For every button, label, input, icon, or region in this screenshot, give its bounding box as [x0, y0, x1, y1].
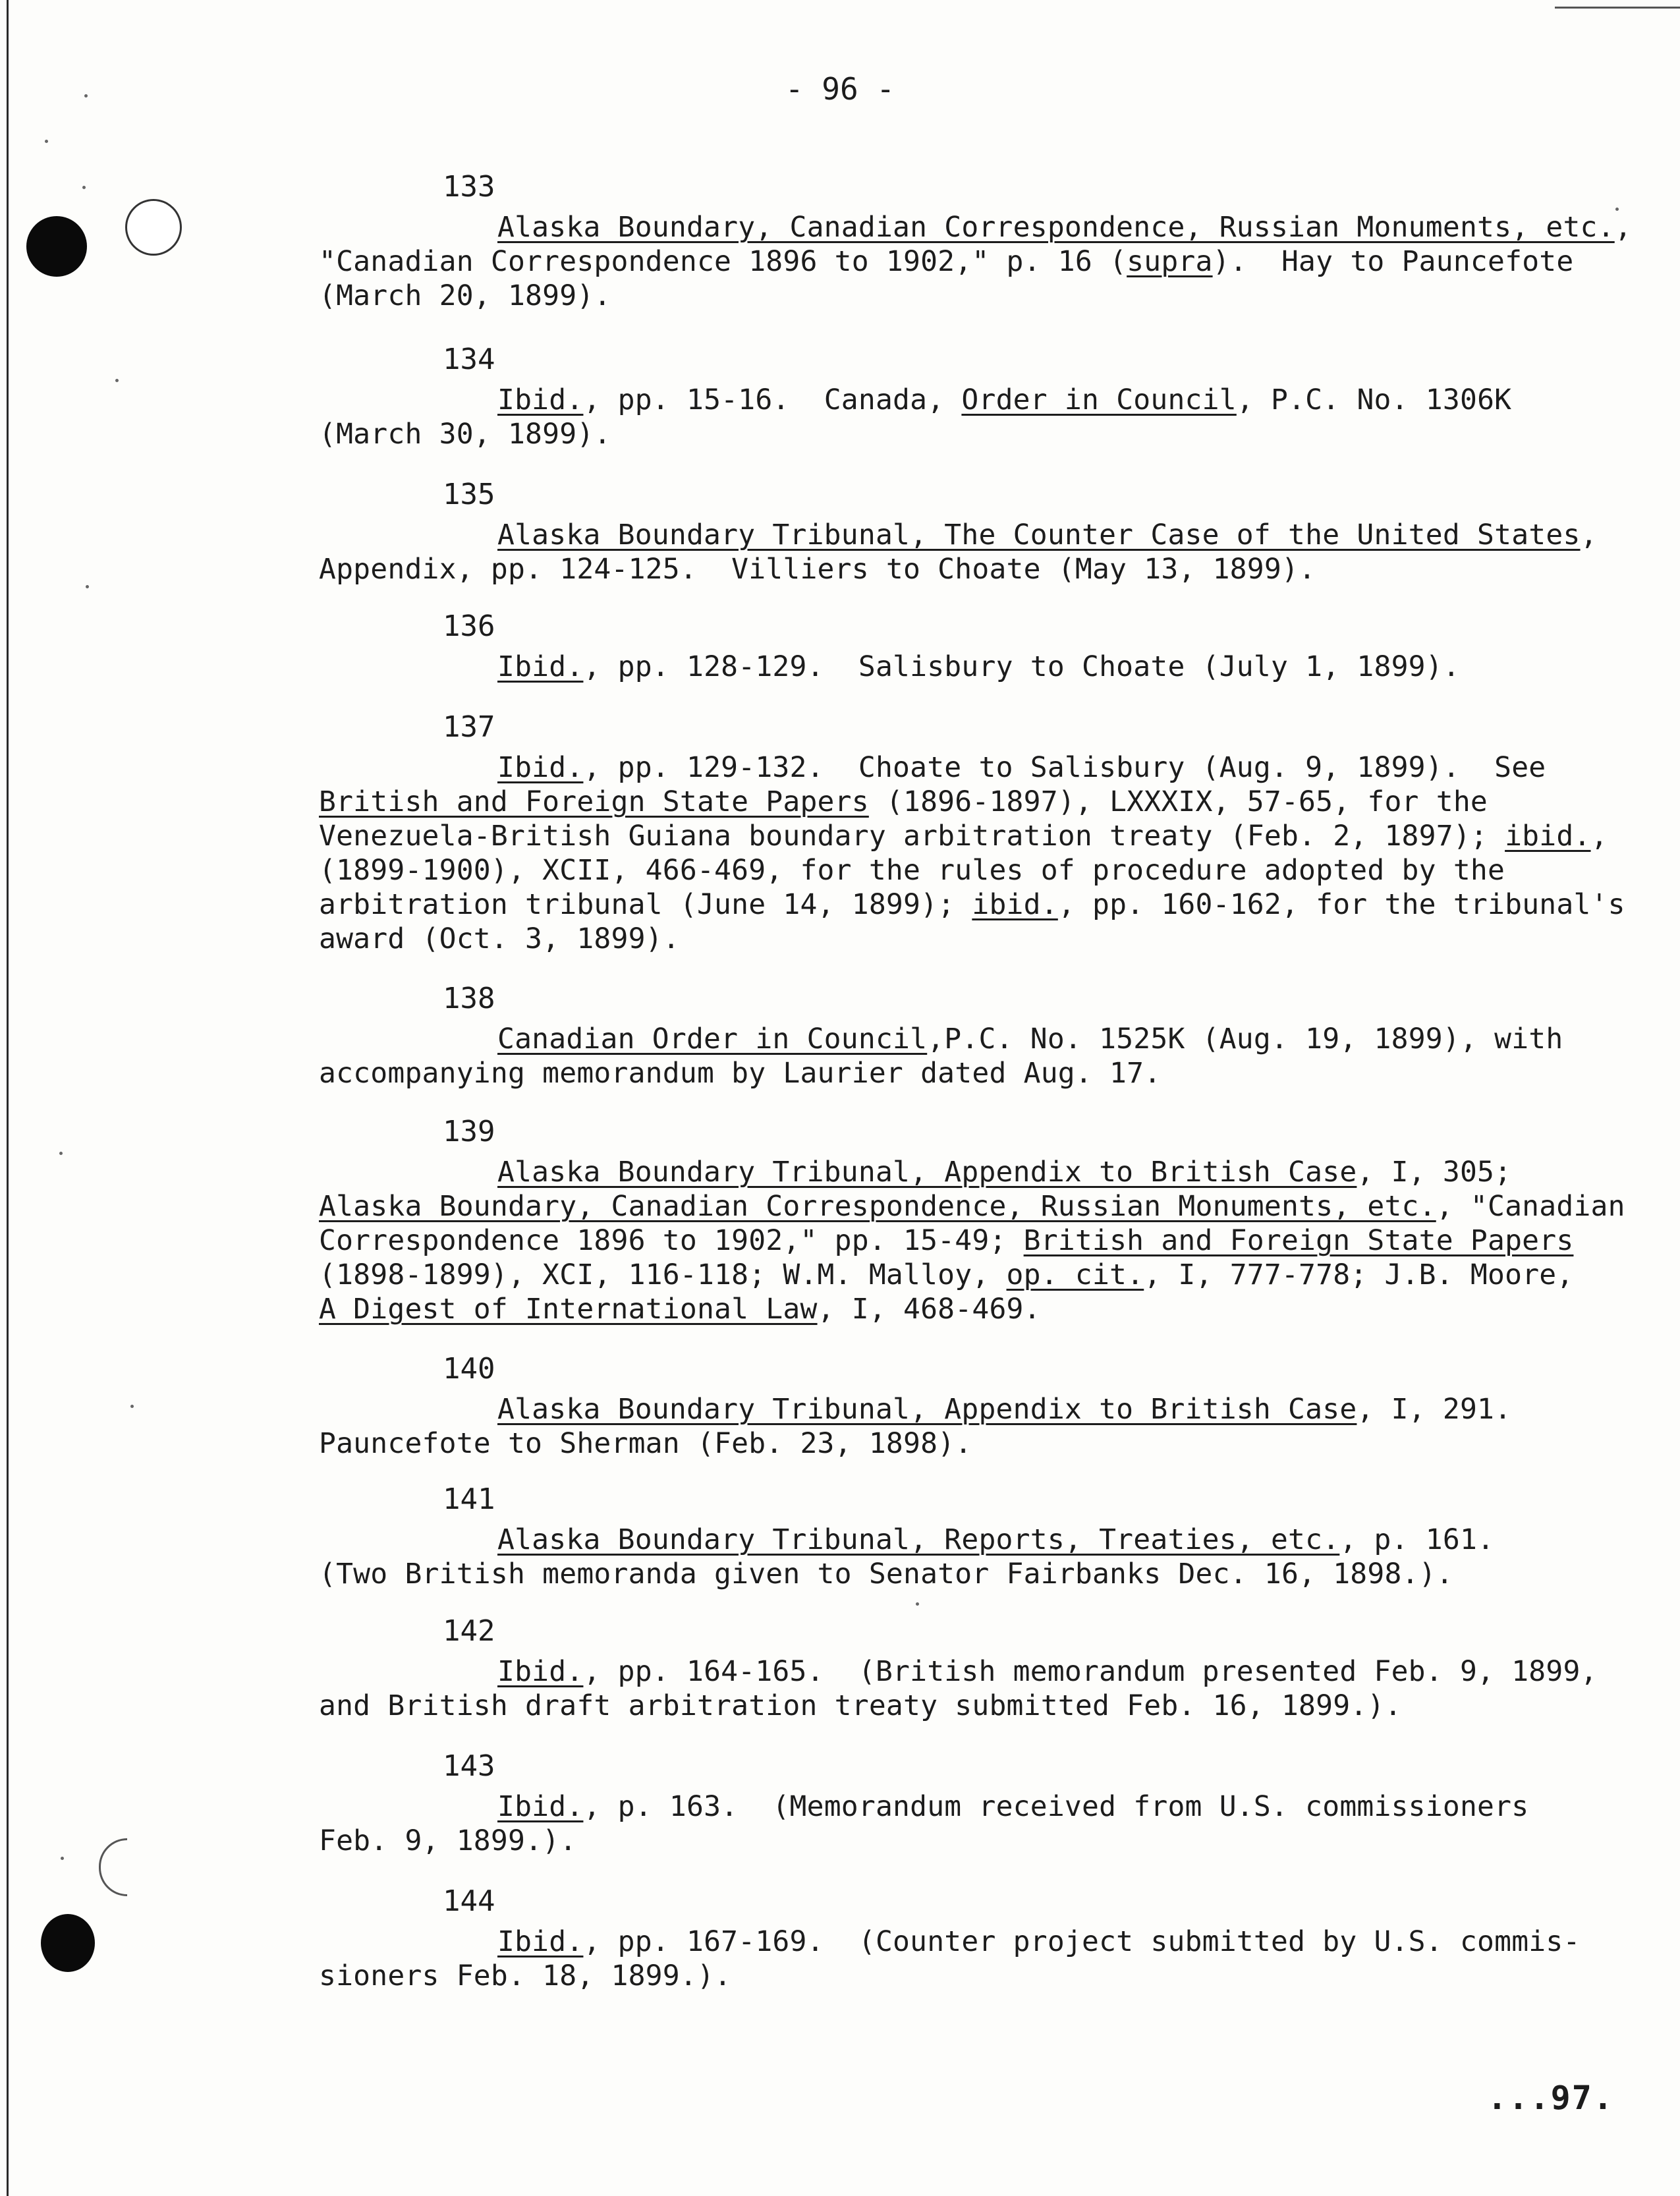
footnote-text: sioners Feb. 18, 1899.).: [319, 1959, 732, 1992]
footnote-number: 143: [443, 1749, 495, 1783]
footnote-number: 134: [443, 343, 495, 376]
underlined-citation: Canadian Order in Council: [497, 1023, 928, 1056]
footnote-text: (1898-1899), XCI, 116-118; W.M. Malloy,: [319, 1258, 1007, 1291]
continued-marker: ...97.: [1487, 2079, 1614, 2117]
footnote-line: [319, 245, 1573, 278]
footnote-line: [319, 1057, 1161, 1090]
speck: [82, 186, 86, 189]
footnote-text: , pp. 128-129. Salisbury to Choate (July 1, 1899).: [583, 650, 1460, 683]
footnote-text: , pp. 160-162, for the tribunal's: [1057, 888, 1625, 921]
top-right-rule: [1555, 7, 1680, 9]
underlined-citation: British and Foreign State Papers: [319, 785, 869, 818]
footnote-text: (Two British memoranda given to Senator Fairbanks Dec. 16, 1898.).: [319, 1558, 1453, 1591]
underlined-citation: A Digest of International Law: [319, 1293, 818, 1326]
footnote-line: [497, 211, 1632, 244]
footnote-line: [497, 1156, 1511, 1189]
footnote-number: 137: [443, 710, 495, 744]
footnote-text: (March 30, 1899).: [319, 418, 611, 451]
speck: [115, 379, 119, 382]
footnote-line: [319, 418, 611, 451]
footnote-line: [319, 1190, 1625, 1223]
footnote-line: [497, 1790, 1528, 1823]
footnote-text: , p. 161.: [1339, 1523, 1495, 1556]
footnote-line: [319, 1224, 1573, 1257]
footnote-text: Appendix, pp. 124-125. Villiers to Choate (May 13, 1899).: [319, 553, 1316, 586]
footnote-text: , pp. 164-165. (British memorandum presented Feb. 9, 1899,: [583, 1655, 1598, 1688]
footnote-line: [319, 279, 611, 312]
footnote-text: arbitration tribunal (June 14, 1899);: [319, 888, 972, 921]
footnote-line: [319, 1959, 731, 1992]
footnote-text: , "Canadian: [1436, 1190, 1625, 1223]
footnote-text: Correspondence 1896 to 1902," pp. 15-49;: [319, 1224, 1024, 1257]
underlined-citation: British and Foreign State Papers: [1023, 1224, 1574, 1257]
speck: [130, 1405, 134, 1408]
speck: [45, 140, 48, 143]
footnote-text: ,: [1590, 820, 1608, 853]
footnote-number: 138: [443, 982, 495, 1015]
footnote-text: , p. 163. (Memorandum received from U.S. commissioners: [583, 1790, 1529, 1823]
underlined-citation: supra: [1127, 245, 1213, 278]
footnote-line: [319, 785, 1488, 818]
footnote-number: 144: [443, 1884, 495, 1918]
footnote-line: [497, 650, 1460, 683]
underlined-citation: Ibid.: [497, 383, 584, 416]
speck: [86, 585, 89, 588]
binder-hole-outline: [125, 199, 182, 256]
footnote-line: [497, 751, 1546, 784]
footnote-line: [497, 1023, 1563, 1056]
footnote-line: [497, 1655, 1598, 1688]
footnote-line: [319, 1427, 972, 1460]
footnote-number: 141: [443, 1482, 495, 1516]
underlined-citation: Alaska Boundary Tribunal, Appendix to British Case: [497, 1393, 1357, 1426]
underlined-citation: Ibid.: [497, 1655, 584, 1688]
footnote-line: [319, 1558, 1453, 1591]
footnote-text: award (Oct. 3, 1899).: [319, 922, 680, 955]
footnote-number: 142: [443, 1614, 495, 1648]
underlined-citation: Ibid.: [497, 751, 584, 784]
footnote-line: [319, 922, 680, 955]
footnote-text: (1899-1900), XCII, 466-469, for the rules of procedure adopted by the: [319, 854, 1505, 887]
binder-hole-filled-bottom: [41, 1914, 95, 1972]
footnote-text: (1896-1897), LXXXIX, 57-65, for the: [868, 785, 1488, 818]
footnote-text: , I, 305;: [1357, 1156, 1512, 1189]
underlined-citation: ibid.: [972, 888, 1058, 921]
footnote-text: (March 20, 1899).: [319, 279, 611, 312]
footnote-text: , I, 468-469.: [817, 1293, 1041, 1326]
underlined-citation: Alaska Boundary Tribunal, Reports, Treaties, etc.: [497, 1523, 1340, 1556]
footnote-line: [497, 1393, 1511, 1426]
footnote-number: 133: [443, 170, 495, 204]
footnote-text: ). Hay to Pauncefote: [1212, 245, 1574, 278]
underlined-citation: Ibid.: [497, 650, 584, 683]
page-edge-line: [7, 0, 9, 2196]
speck: [61, 1857, 64, 1860]
footnote-text: , I, 291.: [1357, 1393, 1512, 1426]
footnote-text: , pp. 15-16. Canada,: [583, 383, 962, 416]
footnote-line: [319, 820, 1608, 853]
footnote-text: "Canadian Correspondence 1896 to 1902," p. 16 (: [319, 245, 1127, 278]
footnote-line: [319, 1258, 1573, 1291]
underlined-citation: ibid.: [1505, 820, 1591, 853]
footnote-line: [497, 383, 1511, 416]
footnote-line: [319, 1824, 576, 1857]
footnote-line: [497, 1925, 1581, 1958]
footnote-text: and British draft arbitration treaty submitted Feb. 16, 1899.).: [319, 1689, 1402, 1722]
underlined-citation: Order in Council: [961, 383, 1237, 416]
underlined-citation: Alaska Boundary, Canadian Correspondence, Russian Monuments, etc.: [497, 211, 1615, 244]
footnote-text: Pauncefote to Sherman (Feb. 23, 1898).: [319, 1427, 972, 1460]
footnote-text: , I, 777-778; J.B. Moore,: [1144, 1258, 1574, 1291]
page-number: - 96 -: [785, 71, 895, 107]
footnote-line: [319, 888, 1625, 921]
footnote-line: [319, 1689, 1402, 1722]
underlined-citation: Ibid.: [497, 1790, 584, 1823]
footnote-text: ,: [1580, 519, 1598, 551]
footnote-text: ,: [1614, 211, 1632, 244]
footnote-line: [319, 854, 1505, 887]
speck: [59, 1152, 63, 1155]
footnote-text: Venezuela-British Guiana boundary arbitration treaty (Feb. 2, 1897);: [319, 820, 1505, 853]
footnote-text: Feb. 9, 1899.).: [319, 1824, 577, 1857]
binder-hole-partial: [99, 1838, 127, 1896]
footnote-number: 136: [443, 609, 495, 643]
footnote-line: [497, 519, 1598, 551]
footnote-number: 139: [443, 1115, 495, 1148]
speck: [916, 1602, 919, 1606]
underlined-citation: Alaska Boundary, Canadian Correspondence, Russian Monuments, etc.: [319, 1190, 1436, 1223]
footnote-text: , pp. 129-132. Choate to Salisbury (Aug. 9, 1899). See: [583, 751, 1546, 784]
footnote-line: [319, 553, 1316, 586]
underlined-citation: op. cit.: [1006, 1258, 1144, 1291]
underlined-citation: Ibid.: [497, 1925, 584, 1958]
footnote-line: [497, 1523, 1494, 1556]
underlined-citation: Alaska Boundary Tribunal, The Counter Case of the United States: [497, 519, 1581, 551]
underlined-citation: Alaska Boundary Tribunal, Appendix to British Case: [497, 1156, 1357, 1189]
binder-hole-filled-top: [26, 216, 87, 277]
footnote-text: , pp. 167-169. (Counter project submitted by U.S. commis-: [583, 1925, 1581, 1958]
footnote-number: 135: [443, 478, 495, 511]
footnote-line: [319, 1293, 1041, 1326]
footnote-number: 140: [443, 1352, 495, 1386]
footnote-text: ,P.C. No. 1525K (Aug. 19, 1899), with: [927, 1023, 1563, 1056]
footnote-text: , P.C. No. 1306K: [1236, 383, 1512, 416]
footnote-text: accompanying memorandum by Laurier dated Aug. 17.: [319, 1057, 1162, 1090]
